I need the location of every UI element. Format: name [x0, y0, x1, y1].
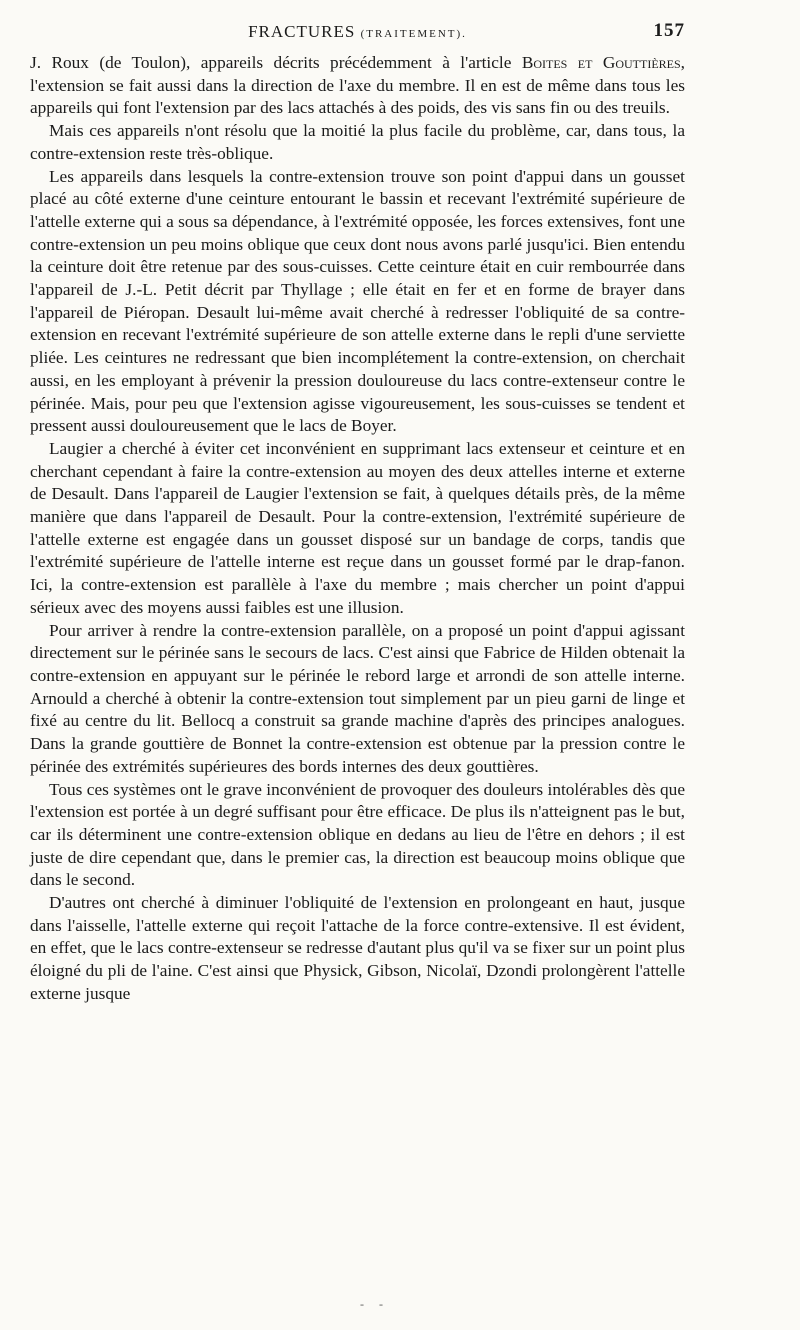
paragraph-4: Laugier a cherché à éviter cet inconvénient en supprimant lacs extenseur et ceinture et en cherchant cependant à faire la contre-extension au moyen des deux attelles interne et externe de Desault. Dans l'appareil de Laugier l'extension se fait, à quelques détails près, de la même manière que dans l'appareil de Desault. Pour la contre-extension, l'extrémité supérieure de l'attelle externe est engagée dans un gousset disposé sur un bandage de corps, tandis que l'extrémité supérieure de l'attelle interne est reçue dans un gousset formé par le drap-fanon. Ici, la contre-extension est parallèle à l'axe du membre ; mais chercher un point d'appui sérieux avec des moyens aussi faibles est une illusion. — [30, 438, 685, 617]
body-text — [30, 52, 685, 1006]
running-head-subtitle: (TRAITEMENT). — [360, 28, 467, 40]
paragraph-3: Les appareils dans lesquels la contre-extension trouve son point d'appui dans un gousset placé au côté externe d'une ceinture entourant le bassin et recevant l'extrémité supérieure de l'attelle externe qui a sous sa dépendance, à l'extrémité opposée, les forces extensives, font une contre-extension un peu moins oblique que ceux dont nous avons parlé jusqu'ici. Bien entendu la ceinture doit être retenue par des sous-cuisses. Cette ceinture était en cuir rembourrée dans l'appareil de J.-L. Petit décrit par Thyllage ; elle était en fer et en forme de brayer dans l'appareil de Piéropan. Desault lui-même avait cherché à redresser l'obliquité de sa contre-extension en recevant l'extrémité supérieure de son attelle externe dans le repli d'une serviette pliée. Les ceintures ne redressant que bien incomplétement la contre-extension, on cherchait aussi, en les employant à prévenir la pression douloureuse du lacs contre-extenseur contre le périnée. Mais, pour peu que l'extension agisse vigoureusement, les sous-cuisses se tendent et pressent aussi douloureusement que le lacs de Boyer. — [30, 166, 685, 436]
paragraph-5: Pour arriver à rendre la contre-extension parallèle, on a proposé un point d'appui agissant directement sur le périnée sans le secours de lacs. C'est ainsi que Fabrice de Hilden obtenait la contre-extension en appuyant sur le périnée le rebord large et arrondi de son attelle interne. Arnould a cherché à obtenir la contre-extension tout simplement par un pieu garni de linge et fixé au centre du lit. Bellocq a construit sa grande machine d'après des principes analogues. Dans la grande gouttière de Bonnet la contre-extension est obtenue par la pression contre le périnée des extrémités supérieures des bords internes des deux gouttières. — [30, 620, 685, 776]
paragraph-6: Tous ces systèmes ont le grave inconvénient de provoquer des douleurs intolérables dès que l'extension est portée à un degré suffisant pour être efficace. De plus ils n'atteignent pas le but, car ils déterminent une contre-extension oblique en dedans au lieu de l'être en dehors ; il est juste de dire cependant que, dans le premier cas, la direction est beaucoup moins oblique que dans le second. — [30, 779, 685, 890]
paragraph-7: D'autres ont cherché à diminuer l'obliquité de l'extension en prolongeant en haut, jusque dans l'aisselle, l'attelle externe qui reçoit l'attache de la force contre-extensive. Il est évident, en effet, que le lacs contre-extenseur se redresse d'autant plus qu'il va se fixer sur un point plus éloigné du pli de l'aine. C'est ainsi que Physick, Gibson, Nicolaï, Dzondi prolongèrent l'attelle externe jusque — [30, 893, 685, 1003]
paragraph-1-text-b: , l'extension se fait aussi dans la direction de l'axe du membre. Il en est de même dans tous les appareils qui font l'extension par des lacs attachés à des poids, des vis sans fin ou des treuils. — [30, 53, 685, 118]
footer-mark: - - — [360, 1297, 389, 1311]
paragraph-2: Mais ces appareils n'ont résolu que la moitié la plus facile du problème, car, dans tous, la contre-extension reste très-oblique. — [30, 121, 685, 163]
running-head — [30, 22, 685, 42]
paragraph-1-smallcaps: Boites et Gouttières — [521, 53, 681, 72]
running-head-title: FRACTURES — [248, 22, 356, 41]
page-number: 157 — [653, 20, 685, 41]
page-header — [30, 18, 685, 52]
paragraph-1 — [30, 52, 685, 120]
page — [30, 18, 685, 1006]
paragraph-1-text-a: J. Roux (de Toulon), appareils décrits précédemment à l'article — [30, 53, 522, 72]
